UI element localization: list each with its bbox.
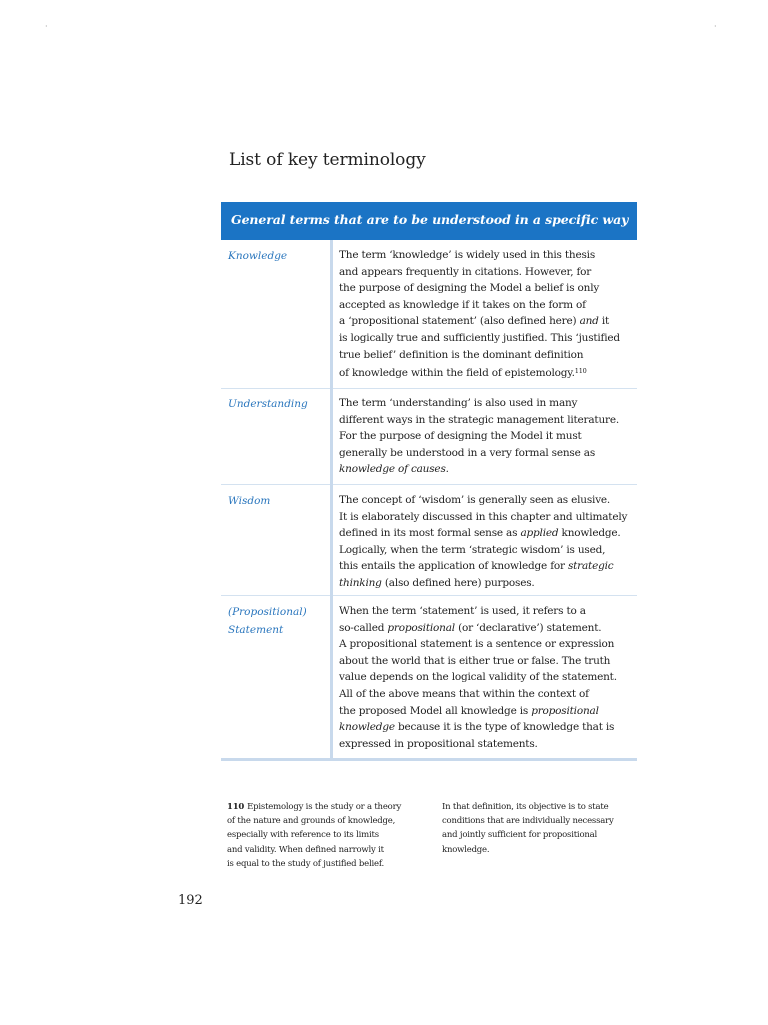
term-name-line: (Propositional) — [228, 606, 307, 618]
definition-line: about the world that is either true or false. The truth — [339, 654, 611, 667]
footnote-line: is equal to the study of justified belief. — [227, 858, 384, 869]
footnote-line: Epistemology is the study or a theory — [247, 802, 402, 812]
term-name-line: Understanding — [228, 398, 308, 410]
definition-line: the purpose of designing the Model a belief is only — [339, 282, 600, 295]
footnote-first-line — [227, 800, 442, 814]
definition-line: The term ‘understanding’ is also used in many — [339, 397, 578, 409]
term-definition — [333, 492, 637, 595]
crop-mark-right: · — [714, 22, 717, 31]
emphasis: thinking — [339, 576, 382, 589]
definition-line: defined in its most formal sense as applied knowledge. — [339, 527, 621, 540]
definition-line: All of the above means that within the context of — [339, 687, 589, 700]
definition-line: value depends on the logical validity of the statement. — [339, 671, 617, 684]
term-name-line: Wisdom — [228, 495, 271, 507]
term-definition — [333, 395, 637, 484]
footnote-line: especially with reference to its limits — [227, 830, 379, 841]
table-rows — [221, 240, 637, 761]
definition-line: thinking (also defined here) purposes. — [339, 576, 535, 589]
emphasis: applied — [520, 527, 559, 540]
emphasis: and — [579, 315, 599, 328]
definition-line: of knowledge within the field of epistemology.$^{110}$ — [339, 367, 587, 380]
definition-line: true belief’ definition is the dominant definition — [339, 348, 584, 361]
footnotes — [227, 800, 647, 871]
term-name — [221, 395, 333, 484]
term-name — [221, 247, 333, 388]
emphasis: propositional — [387, 621, 455, 634]
definition-line: accepted as knowledge if it takes on the form of — [339, 298, 586, 311]
terminology-table — [221, 202, 637, 761]
crop-mark-left: · — [45, 22, 48, 31]
term-row-understanding — [221, 389, 637, 485]
definition-line: For the purpose of designing the Model it must — [339, 430, 582, 443]
term-definition — [333, 247, 637, 388]
footnote-line: knowledge. — [442, 844, 490, 855]
footnote-line: conditions that are individually necessary — [442, 816, 614, 827]
definition-line: knowledge because it is the type of knowledge that is — [339, 721, 615, 734]
term-row-statement — [221, 596, 637, 761]
footnote-line: and validity. When defined narrowly it — [227, 844, 384, 855]
emphasis: knowledge — [339, 721, 395, 734]
definition-line: the proposed Model all knowledge is propositional — [339, 704, 599, 717]
footnote-line: In that definition, its objective is to state — [442, 802, 609, 812]
definition-line: this entails the application of knowledge for strategic — [339, 560, 614, 573]
term-name-line: Knowledge — [228, 250, 288, 262]
page-title: List of key terminology — [229, 150, 426, 170]
definition-line: The concept of ‘wisdom’ is generally seen as elusive. — [339, 494, 611, 506]
definition-line: and appears frequently in citations. However, for — [339, 265, 592, 278]
definition-line: so-called propositional (or ‘declarative’) statement. — [339, 621, 602, 634]
term-definition — [333, 603, 637, 758]
page-number: 192 — [178, 893, 203, 908]
definition-line: When the term ‘statement’ is used, it refers to a — [339, 605, 586, 617]
footnote-number: 110 — [227, 802, 245, 812]
term-row-wisdom — [221, 485, 637, 596]
footnote-line: and jointly sufficient for propositional — [442, 830, 598, 841]
definition-line: different ways in the strategic management literature. — [339, 413, 619, 426]
emphasis: strategic — [567, 560, 614, 573]
term-name — [221, 492, 333, 595]
term-name-line: Statement — [228, 624, 284, 636]
emphasis: knowledge of causes — [339, 463, 446, 476]
footnote-column-left — [227, 800, 442, 871]
footnote-reference: 110 — [574, 367, 587, 376]
definition-line: is logically true and sufficiently justified. This ‘justified — [339, 331, 620, 344]
table-header: General terms that are to be understood in a specific way — [221, 202, 637, 240]
term-row-knowledge — [221, 240, 637, 389]
definition-line: expressed in propositional statements. — [339, 737, 538, 750]
definition-line: a ‘propositional statement’ (also defined here) and it — [339, 315, 610, 328]
term-name — [221, 603, 333, 758]
definition-line: It is elaborately discussed in this chapter and ultimately — [339, 510, 628, 523]
footnote-line: of the nature and grounds of knowledge, — [227, 816, 396, 827]
definition-line: The term ‘knowledge’ is widely used in this thesis — [339, 249, 596, 261]
definition-line: A propositional statement is a sentence or expression — [339, 638, 615, 651]
definition-line: knowledge of causes. — [339, 463, 449, 476]
definition-line: generally be understood in a very formal sense as — [339, 446, 596, 459]
definition-line: Logically, when the term ‘strategic wisdom’ is used, — [339, 543, 606, 556]
footnote-column-right — [442, 800, 614, 871]
emphasis: propositional — [531, 704, 599, 717]
